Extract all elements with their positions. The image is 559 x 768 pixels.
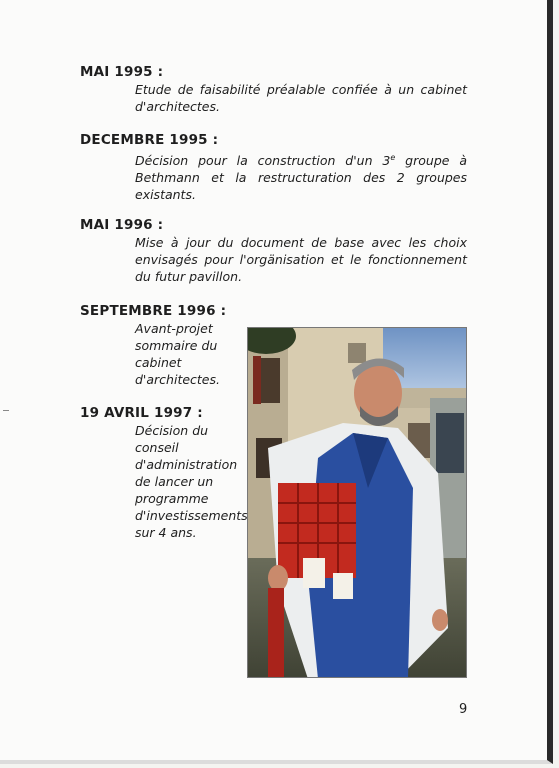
entry-text: Mise à jour du document de base avec les choix envisagés pour l'orgänisation et le fonctionnement du futur pavillon. bbox=[135, 235, 467, 284]
entry-text: Etude de faisabilité préalable confiée à un cabinet d'architectes. bbox=[135, 82, 467, 114]
timeline-entry-mai-1996 bbox=[80, 216, 467, 285]
timeline-entry-19-avril-1997 bbox=[80, 404, 255, 541]
entry-date: MAI 1995 : bbox=[80, 64, 164, 80]
entry-text: Avant-projet sommaire du cabinet d'architectes. bbox=[135, 321, 220, 387]
timeline-entry-decembre-1995 bbox=[80, 131, 467, 203]
timeline-entry-septembre-1996 bbox=[80, 302, 255, 388]
entry-date: MAI 1996 : bbox=[80, 217, 164, 233]
entry-date: SEPTEMBRE 1996 : bbox=[80, 303, 227, 319]
entry-text: Décision du conseil d'administration de lancer un programme d'investissements sur 4 ans. bbox=[135, 423, 248, 540]
timeline-entry-mai-1995 bbox=[80, 63, 467, 115]
entry-text: Décision pour la construction d'un 3e groupe à Bethmann et la restructuration des 2 groupes existants. bbox=[135, 153, 467, 203]
page-number: 9 bbox=[459, 702, 468, 717]
photo-illustration bbox=[248, 328, 467, 678]
entry-date: DECEMBRE 1995 : bbox=[80, 132, 219, 148]
margin-mark bbox=[3, 410, 9, 411]
entry-date: 19 AVRIL 1997 : bbox=[80, 405, 203, 421]
photo-man-with-crate bbox=[247, 327, 467, 678]
